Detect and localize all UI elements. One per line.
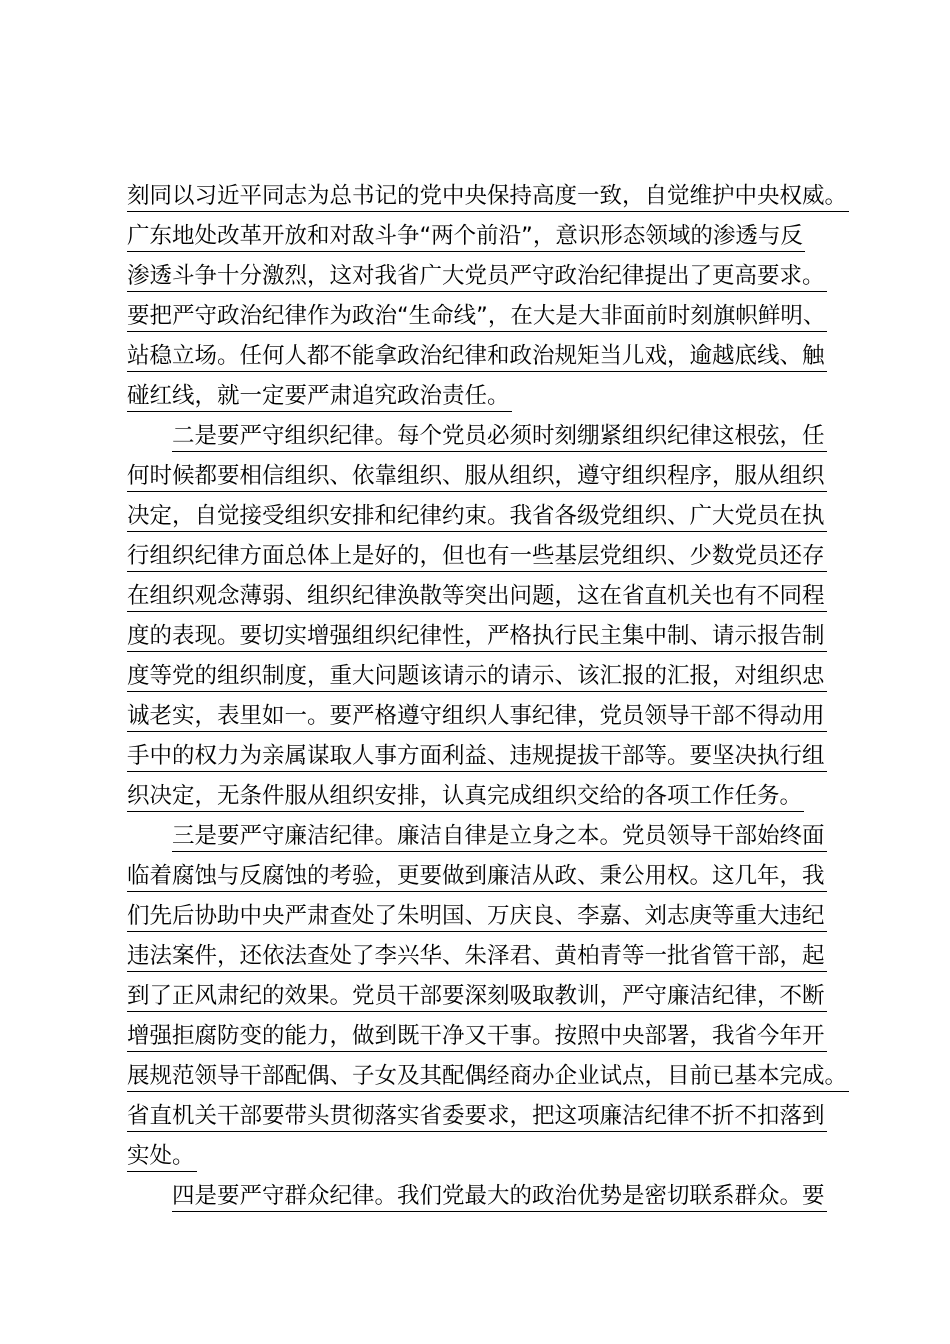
text-line <box>127 856 843 896</box>
text-line <box>127 296 843 336</box>
underlined-text: 要把严守政治纪律作为政治“生命线”，在大是大非面前时刻旗帜鲜明、 <box>127 301 827 332</box>
body-text <box>127 176 848 1216</box>
text-line <box>127 1136 843 1176</box>
underlined-text: 何时候都要相信组织、依靠组织、服从组织，遵守组织程序，服从组织 <box>127 461 827 492</box>
text-line <box>127 976 843 1016</box>
text-line <box>127 216 843 256</box>
text-line <box>127 896 843 936</box>
underlined-text: 手中的权力为亲属谋取人事方面利益、违规提拔干部等。要坚决执行组 <box>127 741 827 772</box>
underlined-text: 碰红线，就一定要严肃追究政治责任。 <box>127 381 512 412</box>
text-line <box>127 936 843 976</box>
text-line <box>127 1016 843 1056</box>
paragraph <box>127 816 848 1176</box>
underlined-text: 展规范领导干部配偶、子女及其配偶经商办企业试点，目前已基本完成。 <box>127 1061 849 1092</box>
underlined-text: 站稳立场。任何人都不能拿政治纪律和政治规矩当儿戏，逾越底线、触 <box>127 341 827 372</box>
text-line <box>127 256 843 296</box>
text-line <box>127 1096 843 1136</box>
paragraph <box>127 176 848 416</box>
text-line <box>127 1056 848 1096</box>
text-line <box>127 656 843 696</box>
text-line <box>127 536 843 576</box>
paragraph <box>127 416 843 816</box>
text-line <box>127 336 843 376</box>
underlined-text: 决定，自觉接受组织安排和纪律约束。我省各级党组织、广大党员在执 <box>127 501 827 532</box>
underlined-text: 诚老实，表里如一。要严格遵守组织人事纪律，党员领导干部不得动用 <box>127 701 827 732</box>
text-line <box>127 616 843 656</box>
underlined-text: 度等党的组织制度，重大问题该请示的请示、该汇报的汇报，对组织忠 <box>127 661 827 692</box>
text-line <box>127 496 843 536</box>
underlined-text: 四是要严守群众纪律。我们党最大的政治优势是密切联系群众。要 <box>172 1181 827 1212</box>
underlined-text: 二是要严守组织纪律。每个党员必须时刻绷紧组织纪律这根弦，任 <box>172 421 827 452</box>
text-line <box>127 456 843 496</box>
underlined-text: 违法案件，还依法查处了李兴华、朱泽君、黄柏青等一批省管干部，起 <box>127 941 827 972</box>
underlined-text: 们先后协助中央严肃查处了朱明国、万庆良、李嘉、刘志庚等重大违纪 <box>127 901 827 932</box>
text-line <box>127 816 843 856</box>
underlined-text: 行组织纪律方面总体上是好的，但也有一些基层党组织、少数党员还存 <box>127 541 827 572</box>
text-line <box>127 416 843 456</box>
underlined-text: 在组织观念薄弱、组织纪律涣散等突出问题，这在省直机关也有不同程 <box>127 581 827 612</box>
paragraph <box>127 1176 843 1216</box>
underlined-text: 渗透斗争十分激烈，这对我省广大党员严守政治纪律提出了更高要求。 <box>127 261 827 292</box>
text-line <box>127 376 843 416</box>
underlined-text: 临着腐蚀与反腐蚀的考验，更要做到廉洁从政、秉公用权。这几年，我 <box>127 861 827 892</box>
text-line <box>127 736 843 776</box>
underlined-text: 到了正风肃纪的效果。党员干部要深刻吸取教训，严守廉洁纪律，不断 <box>127 981 827 1012</box>
text-line <box>127 576 843 616</box>
underlined-text: 度的表现。要切实增强组织纪律性，严格执行民主集中制、请示报告制 <box>127 621 827 652</box>
text-line <box>127 696 843 736</box>
text-line <box>127 176 848 216</box>
underlined-text: 增强拒腐防变的能力，做到既干净又干事。按照中央部署，我省今年开 <box>127 1021 827 1052</box>
underlined-text: 刻同以习近平同志为总书记的党中央保持高度一致，自觉维护中央权威。 <box>127 181 849 212</box>
text-line <box>127 776 843 816</box>
underlined-text: 织决定，无条件服从组织安排，认真完成组织交给的各项工作任务。 <box>127 781 804 812</box>
underlined-text: 广东地处改革开放和对敌斗争“两个前沿”，意识形态领域的渗透与反 <box>127 221 805 252</box>
underlined-text: 实处。 <box>127 1141 197 1172</box>
underlined-text: 省直机关干部要带头贯彻落实省委要求，把这项廉洁纪律不折不扣落到 <box>127 1101 827 1132</box>
underlined-text: 三是要严守廉洁纪律。廉洁自律是立身之本。党员领导干部始终面 <box>172 821 827 852</box>
text-line <box>127 1176 843 1216</box>
